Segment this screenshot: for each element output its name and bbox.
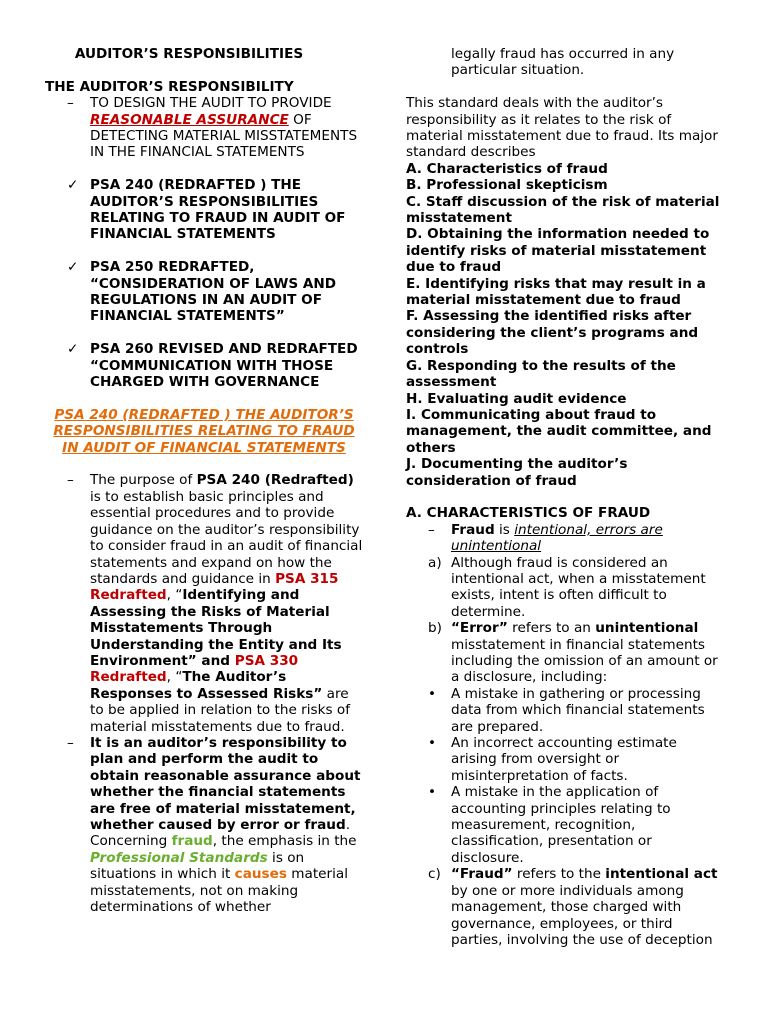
fraud-highlight: fraud bbox=[171, 833, 213, 850]
topic-item: B. Professional skepticism bbox=[406, 177, 608, 194]
professional-standards-highlight: Professional Standards bbox=[90, 849, 268, 866]
topic-item: D. Obtaining the information needed to identify risks of material misstatement due to fraud bbox=[406, 226, 710, 276]
characteristics-heading: A. CHARACTERISTICS OF FRAUD bbox=[406, 505, 651, 522]
list-item-c: c) “Fraud” refers to the intentional act by one or more individuals among management, those charged with governance, employees, or third parties, involving the use of deception bbox=[428, 866, 718, 948]
topic-item: F. Assessing the identified risks after considering the client’s programs and controls bbox=[406, 308, 699, 358]
dash-marker: – bbox=[428, 521, 435, 538]
topic-item: I. Communicating about fraud to management, the audit committee, and others bbox=[406, 406, 712, 456]
purpose-item: – The purpose of PSA 240 (Redrafted) is to establish basic principles and essential procedures and to provide guidance on the auditor’s responsibility to consider fraud in an audit of financial statements and expand on how the standards and guidance in PSA 315 Redrafted, “Identifying and Assessing the Risks of Material Misstatements Through Understanding the Entity and Its Environment” and PSA 330 Redrafted, “The Auditor’s Responses to Assessed Risks” are to be applied in relation to the risks of material misstatements due to fraud. bbox=[67, 472, 363, 735]
bullet-icon: • bbox=[428, 685, 437, 702]
topic-list bbox=[406, 161, 724, 489]
topic-item: C. Staff discussion of the risk of material misstatement bbox=[406, 193, 720, 227]
bullet-item: • A mistake in the application of accounting principles relating to measurement, recognition, classification, presentation or disclosure. bbox=[428, 784, 671, 866]
reasonable-assurance-emphasis: REASONABLE ASSURANCE bbox=[90, 111, 289, 128]
dash-marker: – bbox=[67, 95, 74, 112]
check-item-psa-250: ✓ PSA 250 REDRAFTED, “CONSIDERATION OF LAWS AND REGULATIONS IN AN AUDIT OF FINANCIAL STATEMENTS” bbox=[67, 259, 337, 325]
letter-marker: a) bbox=[428, 554, 442, 571]
causes-highlight: causes bbox=[234, 866, 287, 883]
check-item-psa-260: ✓ PSA 260 REVISED AND REDRAFTED “COMMUNICATION WITH THOSE CHARGED WITH GOVERNANCE bbox=[67, 341, 358, 391]
check-icon: ✓ bbox=[67, 177, 79, 194]
standard-intro: This standard deals with the auditor’s responsibility as it relates to the risk of material misstatement due to fraud. Its major standard describes bbox=[406, 95, 718, 161]
bullet-icon: • bbox=[428, 735, 437, 752]
psa-240-heading: PSA 240 (REDRAFTED ) THE AUDITOR’S RESPONSIBILITIES RELATING TO FRAUD IN AUDIT OF FINANCIAL STATEMENTS bbox=[53, 406, 355, 456]
document-title: AUDITOR’S RESPONSIBILITIES bbox=[74, 46, 304, 62]
check-item-psa-240: ✓ PSA 240 (REDRAFTED ) THE AUDITOR’S RESPONSIBILITIES RELATING TO FRAUD IN AUDIT OF FINANCIAL STATEMENTS bbox=[67, 177, 346, 243]
dash-marker: – bbox=[67, 472, 74, 489]
bullet-item: • An incorrect accounting estimate arising from oversight or misinterpretation of facts. bbox=[428, 735, 677, 784]
check-icon: ✓ bbox=[67, 259, 79, 276]
topic-item: A. Characteristics of fraud bbox=[406, 160, 608, 177]
list-item-b: b) “Error” refers to an unintentional misstatement in financial statements including the omission of an amount or a disclosure, including: bbox=[428, 620, 718, 686]
design-audit-item: – TO DESIGN THE AUDIT TO PROVIDE REASONABLE ASSURANCE OF DETECTING MATERIAL MISSTATEMENTS IN THE FINANCIAL STATEMENTS bbox=[67, 95, 358, 161]
list-item-a: a) Although fraud is considered an intentional act, when a misstatement exists, intent is often difficult to determine. bbox=[428, 554, 706, 620]
psa-330-ref: PSA 330 Redrafted bbox=[90, 652, 299, 686]
topic-item: H. Evaluating audit evidence bbox=[406, 390, 627, 407]
section-title: THE AUDITOR’S RESPONSIBILITY bbox=[45, 78, 294, 95]
letter-marker: b) bbox=[428, 620, 442, 637]
bullet-item: • A mistake in gathering or processing data from which financial statements are prepared. bbox=[428, 685, 705, 735]
right-column bbox=[406, 46, 724, 948]
left-column bbox=[45, 46, 363, 915]
topic-item: E. Identifying risks that may result in a material misstatement due to fraud bbox=[406, 275, 706, 309]
topic-item: G. Responding to the results of the assessment bbox=[406, 357, 676, 391]
continuation-text: legally fraud has occurred in any particular situation. bbox=[451, 46, 675, 79]
check-icon: ✓ bbox=[67, 341, 79, 358]
psa-315-ref: PSA 315 Redrafted bbox=[90, 570, 339, 604]
bullet-icon: • bbox=[428, 784, 437, 801]
fraud-definition: – Fraud is intentional, errors are unintentional bbox=[428, 521, 663, 555]
dash-marker: – bbox=[67, 734, 74, 751]
letter-marker: c) bbox=[428, 866, 441, 883]
topic-item: J. Documenting the auditor’s consideration of fraud bbox=[406, 456, 628, 489]
responsibility-item: – It is an auditor’s responsibility to plan and perform the audit to obtain reasonable assurance about whether the financial statements are free of material misstatement, whether caused by error or fraud. Concerning fraud, the emphasis in the Professional Standards is on situations in which it causes material misstatements, not on making determinations of whether bbox=[67, 734, 361, 916]
